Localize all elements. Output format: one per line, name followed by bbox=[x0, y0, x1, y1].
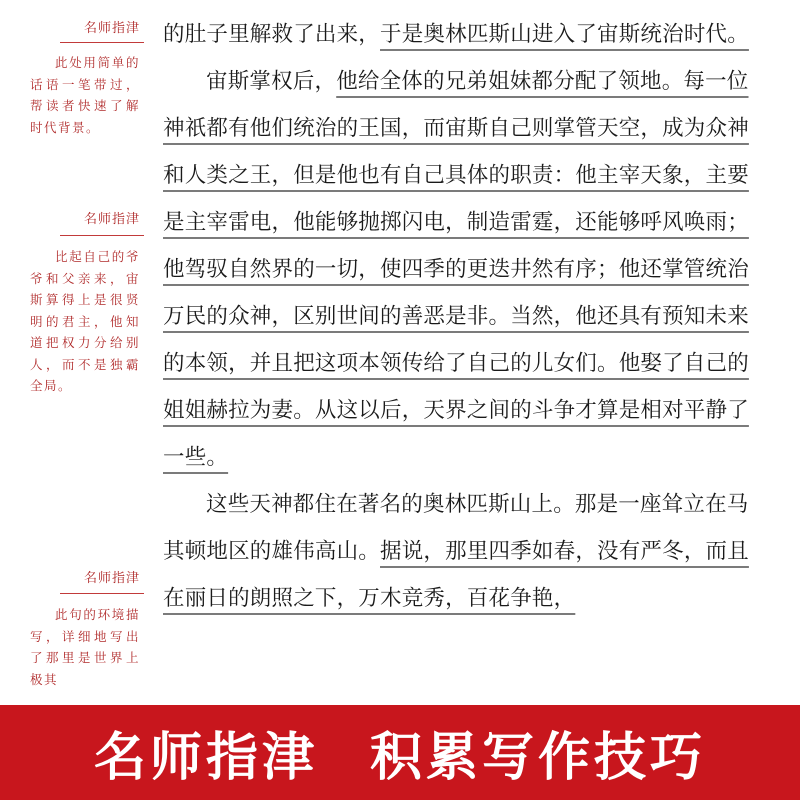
paragraph-1 bbox=[163, 11, 758, 58]
paragraph-1-plain: 的肚子里解救了出来， bbox=[163, 22, 381, 47]
note-divider-3 bbox=[60, 593, 144, 594]
paragraph-3-plain: 这些天神都住在著名的奥林匹斯山上。那是一座耸立在马其顿地区的雄伟高山。 bbox=[163, 492, 749, 564]
note-title-2: 名师指津 bbox=[83, 212, 140, 227]
paragraph-2-highlight: 他给全体的兄弟姐妹都分配了领地。每一位神祇都有他们统治的王国，而宙斯自己则掌管天空，成为众神和人类之王，但是他也有自己具体的职责：他主宰天象，主要是主宰雷电，他能够抛掷闪电，制造雷霆，还能够呼风唤雨；他驾驭自然界的一切，使四季的更迭井然有序；他还掌管统治万民的众神，区别世间的善恶是非。当然，他还具有预知未来的本领，并且把这项本领传给了自己的儿女们。他娶了自己的姐姐赫拉为妻。从这以后，天界之间的斗争才算是相对平静了一些。 bbox=[163, 69, 749, 470]
paragraph-2-plain: 宙斯掌权后， bbox=[206, 69, 337, 94]
note-body-3: 此句的环境描写，详细地写出了那里是世界上极其 bbox=[30, 607, 140, 687]
promo-banner bbox=[0, 705, 800, 800]
margin-notes bbox=[0, 0, 160, 720]
main-text bbox=[163, 11, 758, 622]
note-title-3: 名师指津 bbox=[83, 571, 140, 586]
paragraph-2 bbox=[163, 58, 758, 481]
note-body-2: 比起自己的爷爷和父亲来，宙斯算得上是很贤明的君主，他知道把权力分给别人，而不是独霸全局。 bbox=[30, 249, 140, 393]
note-divider-2 bbox=[60, 235, 144, 236]
note-body-1: 此处用简单的话语一笔带过，帮读者快速了解时代背景。 bbox=[30, 55, 140, 135]
paragraph-3 bbox=[163, 481, 758, 622]
paragraph-3-highlight: 据说，那里四季如春，没有严冬，而且在丽日的朗照之下，万木竞秀，百花争艳， bbox=[163, 539, 749, 611]
paragraph-1-highlight: 于是奥林匹斯山进入了宙斯统治时代。 bbox=[380, 22, 749, 47]
note-title-1: 名师指津 bbox=[83, 21, 140, 36]
banner-text: 名师指津 积累写作技巧 bbox=[93, 728, 707, 788]
note-divider-1 bbox=[60, 42, 144, 43]
